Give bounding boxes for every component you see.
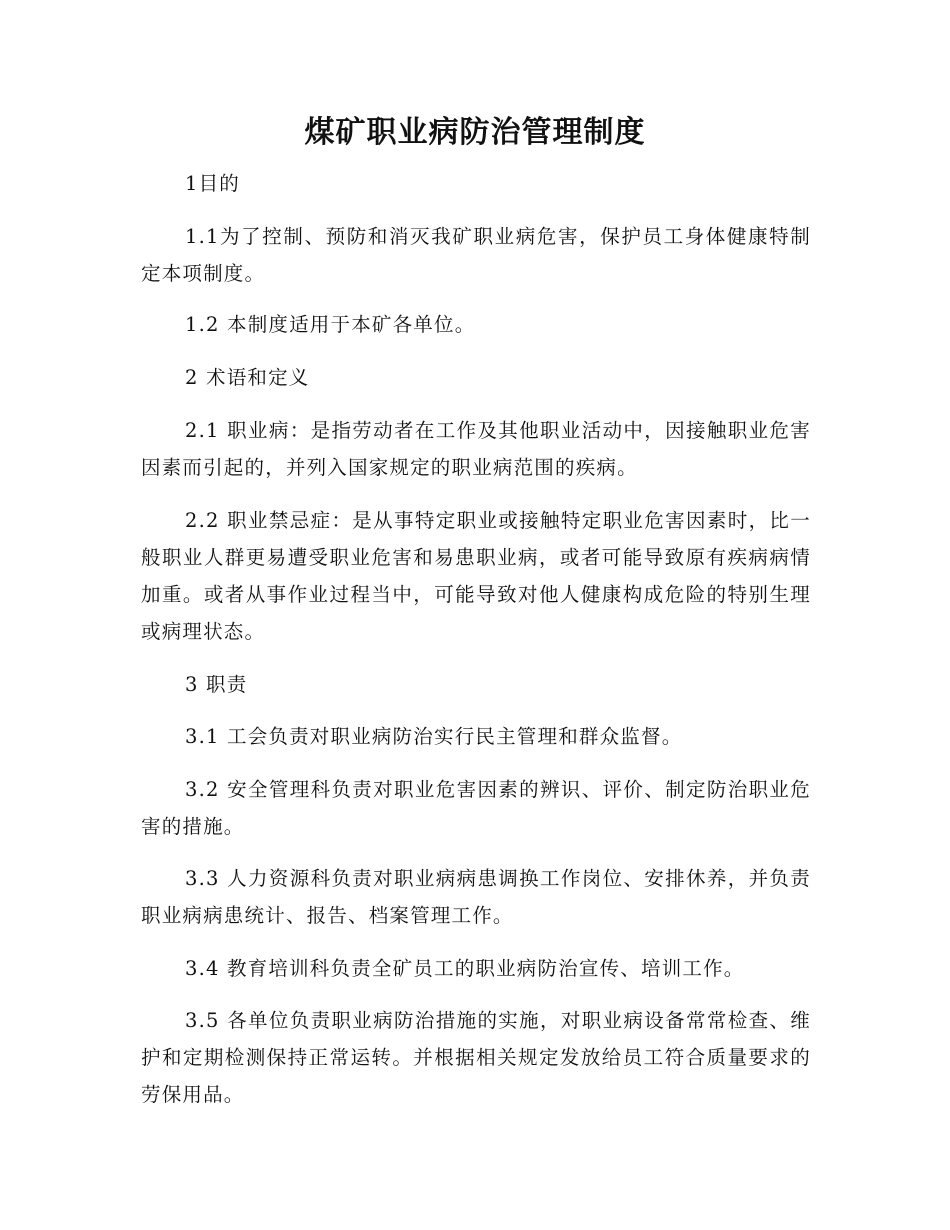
document-title: 煤矿职业病防治管理制度 (304, 115, 646, 150)
paragraph-3-4: 3.4 教育培训科负责全矿员工的职业病防治宣传、培训工作。 (185, 957, 745, 980)
paragraph-3-2: 3.2 安全管理科负责对职业危害因素的辨识、评价、制定防治职业危害的措施。 (141, 778, 811, 838)
paragraph-1-2: 1.2 本制度适用于本矿各单位。 (185, 313, 476, 336)
paragraph-2-2: 2.2 职业禁忌症：是从事特定职业或接触特定职业危害因素时，比一般职业人群更易遭受职业危害和易患职业病，或者可能导致原有疾病病情加重。或者从事作业过程当中，可能导致对他人健康构成危险的特别生理或病理状态。 (141, 509, 811, 643)
section-heading-duties: 3 职责 (185, 673, 248, 696)
paragraph-3-1: 3.1 工会负责对职业病防治实行民主管理和群众监督。 (185, 725, 683, 748)
paragraph-3-5: 3.5 各单位负责职业病防治措施的实施，对职业病设备常常检查、维护和定期检测保持正常运转。并根据相关规定发放给员工符合质量要求的劳保用品。 (141, 1009, 811, 1106)
paragraph-3-3: 3.3 人力资源科负责对职业病病患调换工作岗位、安排休养，并负责职业病病患统计、报告、档案管理工作。 (141, 867, 811, 927)
paragraph-2-1: 2.1 职业病：是指劳动者在工作及其他职业活动中，因接触职业危害因素而引起的，并列入国家规定的职业病范围的疾病。 (141, 419, 811, 479)
paragraph-1-1: 1.1为了控制、预防和消灭我矿职业病危害，保护员工身体健康特制定本项制度。 (141, 225, 811, 285)
section-heading-terms: 2 术语和定义 (185, 366, 310, 389)
section-heading-purpose: 1目的 (185, 172, 241, 195)
